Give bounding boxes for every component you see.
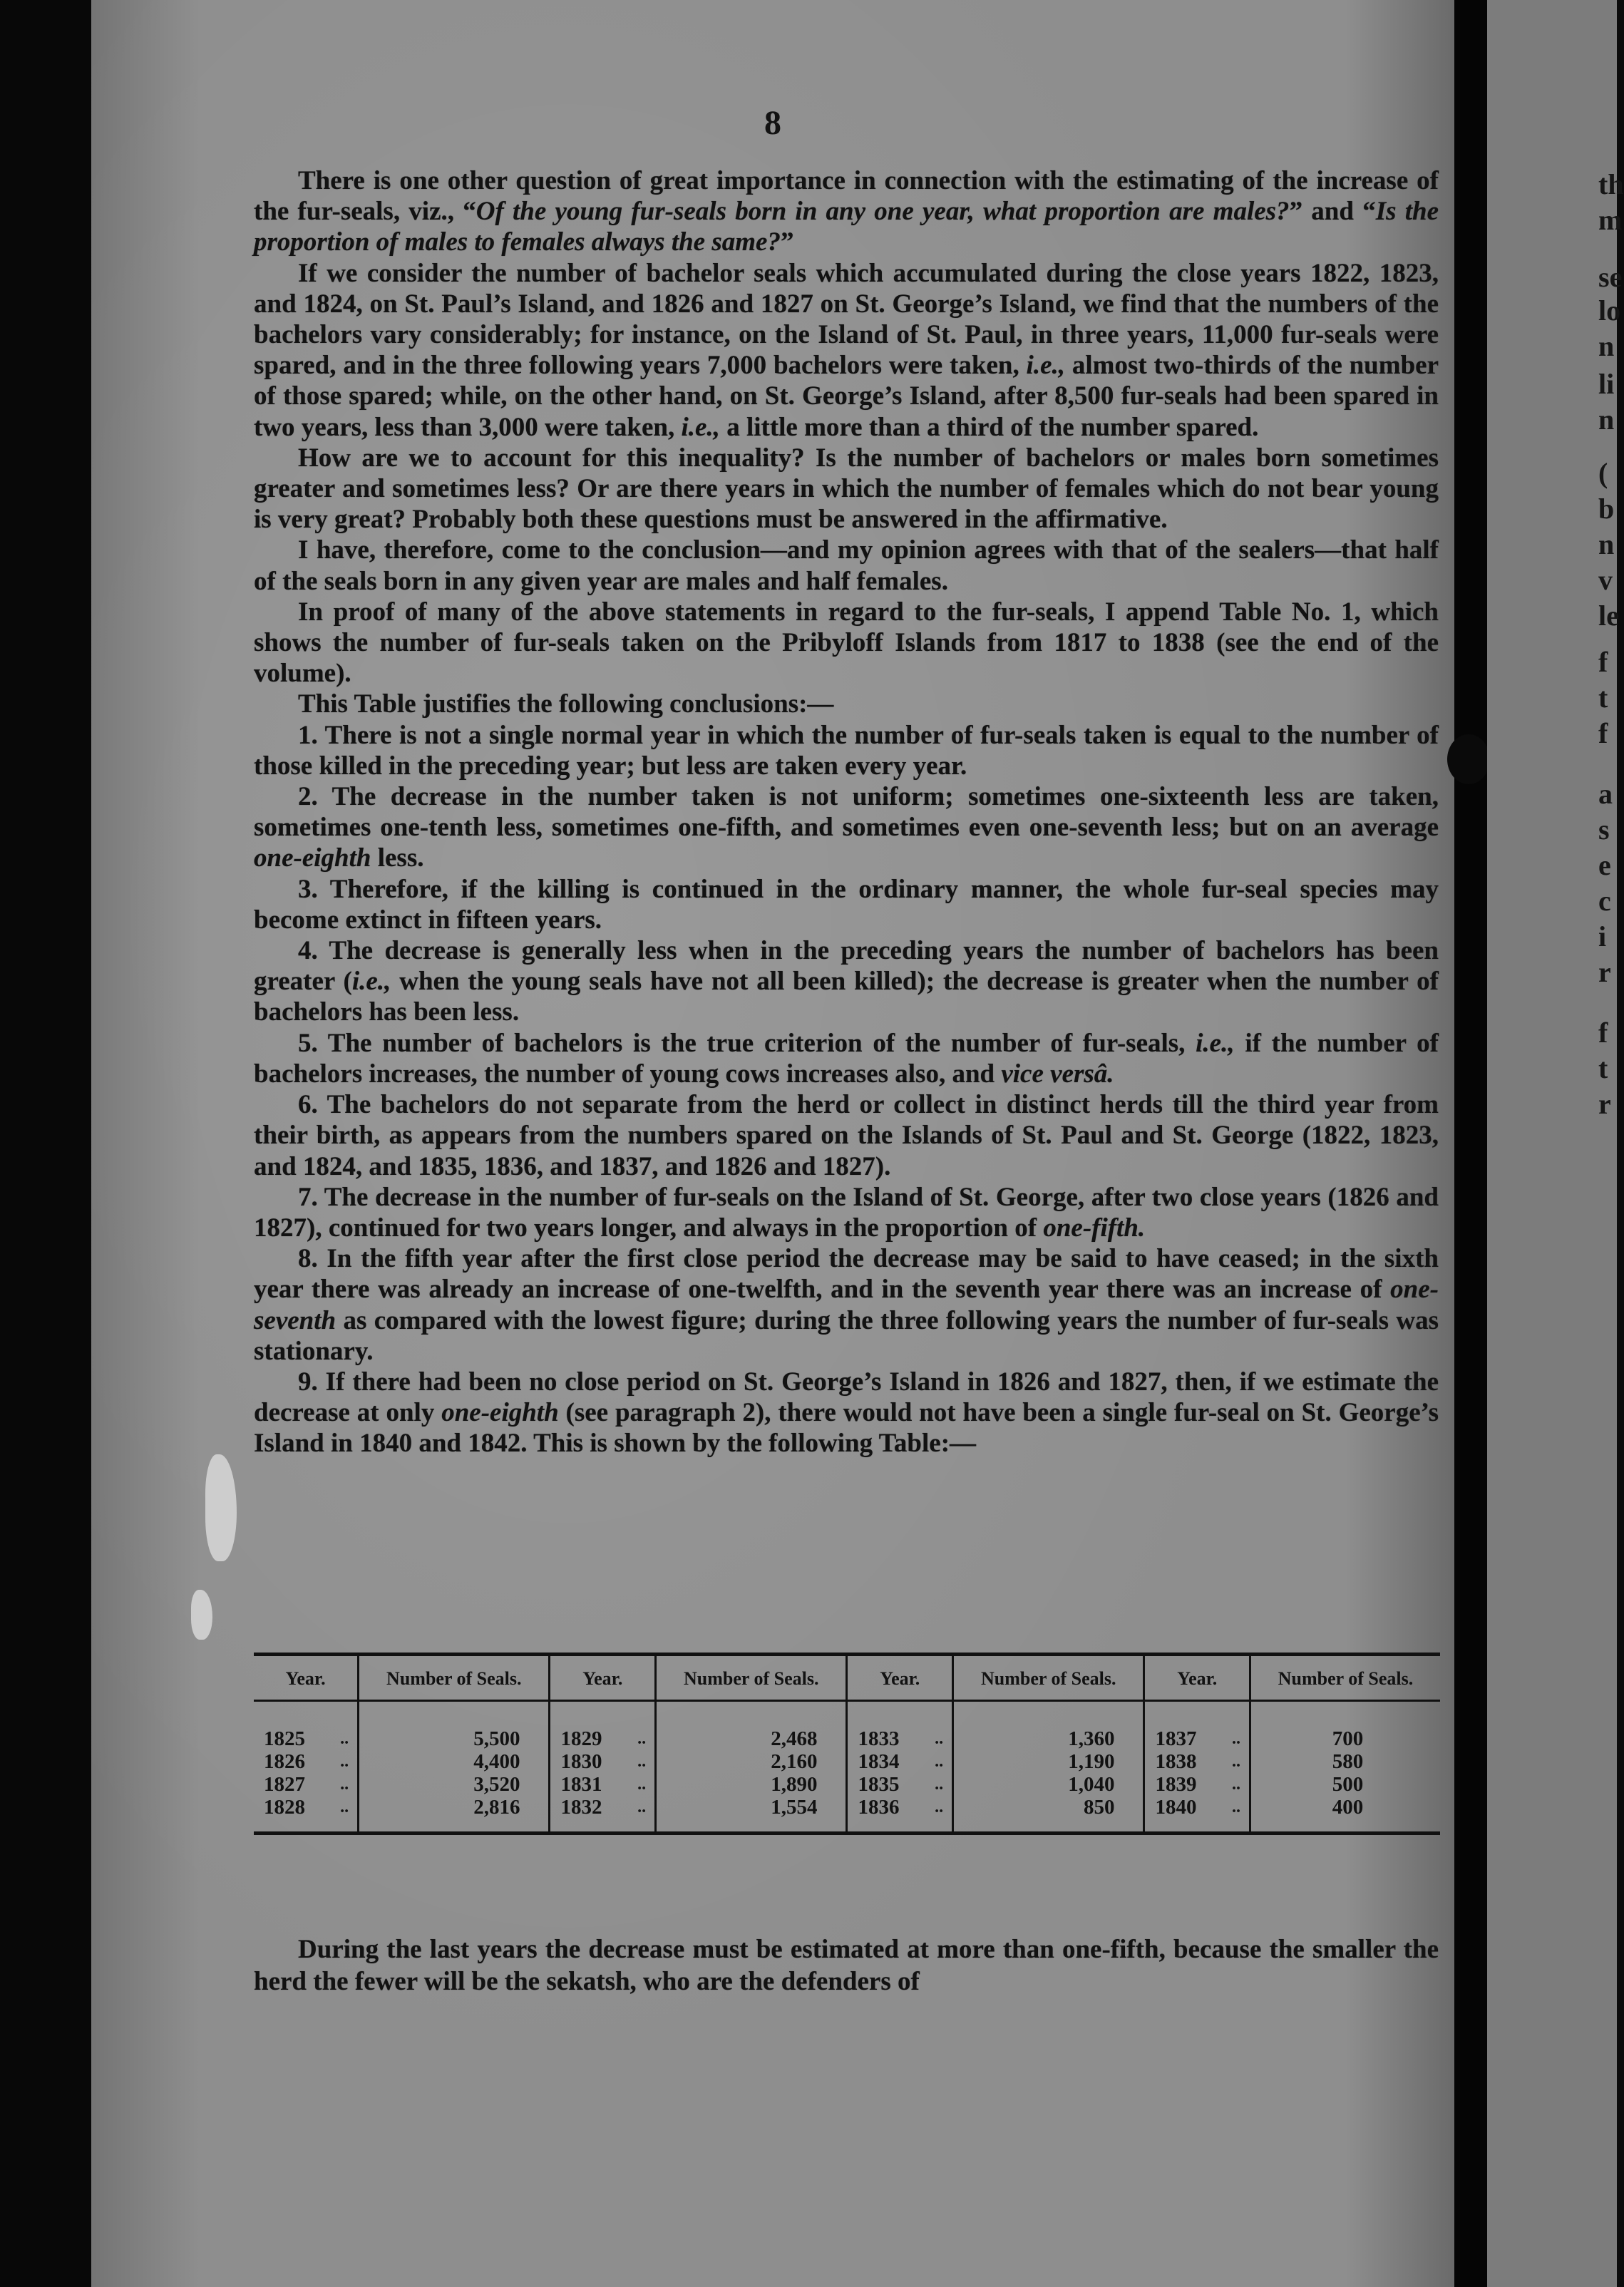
italic-text: one-eighth [254, 843, 371, 873]
adjacent-page-text-fragment: n [1598, 404, 1615, 436]
seal-decrease-table [254, 1653, 1440, 1835]
text-run: This Table justifies the following conclusions:— [298, 689, 834, 719]
number-of-seals-cell: 580 [1332, 1750, 1364, 1773]
adjacent-page-text-fragment: a [1598, 778, 1613, 810]
number-of-seals-cell: 1,190 [953, 1750, 1144, 1773]
year-column-header: Year. [1144, 1655, 1250, 1701]
adjacent-page-text-fragment: c [1598, 885, 1611, 917]
adjacent-page-text-fragment: li [1598, 368, 1615, 400]
adjacent-page-text-fragment: r [1598, 956, 1611, 988]
italic-text: one-seventh [254, 1275, 1439, 1335]
year-cell: 1836 [858, 1796, 900, 1819]
scan-left-border [0, 0, 91, 2287]
italic-text: one-fifth. [1043, 1213, 1146, 1243]
number-of-seals-cell: 1,554 [656, 1796, 847, 1834]
italic-text: i.e., [681, 412, 720, 442]
number-of-seals-cell: 1,890 [656, 1773, 847, 1796]
italic-text: i.e., [1196, 1028, 1235, 1058]
year-cell: 1837 [1155, 1727, 1197, 1750]
leader-dots: .. [923, 1750, 952, 1773]
adjacent-page-edge [1487, 0, 1624, 2287]
page-number: 8 [764, 104, 781, 142]
year-cell: 1832 [560, 1796, 602, 1819]
adjacent-page-text-fragment: s [1598, 813, 1610, 846]
adjacent-page-text-fragment: m [1598, 204, 1623, 236]
book-gutter [1454, 0, 1487, 2287]
adjacent-page-text-fragment: n [1598, 528, 1615, 560]
leader-dots: .. [923, 1796, 952, 1834]
text-run: 4. The decrease is generally less when in the preceding years the number of bachelors has been greater ( [254, 936, 1439, 997]
year-cell: 1826 [264, 1750, 305, 1773]
text-run: I have, therefore, come to the conclusion—and my opinion agrees with that of the sealers—that half of the seals born in any given year are males and half females. [254, 535, 1439, 596]
table-row [254, 1750, 1440, 1773]
year-cell: 1829 [560, 1727, 602, 1750]
year-column-header: Year. [550, 1655, 656, 1701]
italic-text: i.e., [351, 967, 391, 997]
closing-paragraph: During the last years the decrease must be estimated at more than one-fifth, because the smaller the herd the fewer will be the sekatsh, who are the defenders of [254, 1935, 1439, 1996]
year-cell: 1827 [264, 1773, 305, 1796]
italic-text: Of the young fur-seals born in any one year, what proportion are males? [476, 197, 1290, 227]
number-of-seals-column-header: Number of Seals. [953, 1655, 1144, 1701]
number-of-seals-cell: 850 [953, 1796, 1144, 1834]
leader-dots: .. [1220, 1773, 1250, 1796]
document-page [91, 0, 1454, 2287]
leader-dots: .. [1220, 1701, 1250, 1751]
adjacent-page-text-fragment: n [1598, 330, 1615, 362]
table-body [254, 1701, 1440, 1834]
year-cell: 1834 [858, 1750, 900, 1773]
adjacent-page-text-fragment: le [1598, 600, 1619, 632]
paragraph [254, 874, 1439, 935]
leader-dots: .. [625, 1796, 655, 1834]
adjacent-page-text-fragment: t [1598, 682, 1608, 714]
year-cell: 1828 [264, 1796, 305, 1819]
text-run: 6. The bachelors do not separate from the herd or collect in distinct herds till the third year from their birth, as appears from the numbers spared on the Islands of St. Paul and St. George (1822, 1823, and 1824, and 1835, 1836, and 1837, and 1826 and 1827). [254, 1090, 1439, 1181]
paragraph [254, 443, 1439, 535]
text-run: There is one other question of great importance in connection with the estimating of the increase of the fur-seals, viz., “ [254, 166, 1439, 227]
binding-blot [1447, 734, 1490, 784]
year-cell: 1839 [1155, 1773, 1197, 1796]
leader-dots: .. [625, 1750, 655, 1773]
table-row [254, 1701, 1440, 1751]
number-of-seals-cell: 500 [1332, 1773, 1364, 1796]
number-of-seals-cell: 2,160 [656, 1750, 847, 1773]
table-header [254, 1655, 1440, 1701]
number-of-seals-cell: 3,520 [359, 1773, 550, 1796]
text-run: almost two-thirds of the number of those spared; while, on the other hand, on St. George’s Island, after 8,500 fur-seals had been spared in two years, less than 3,000 were taken, [254, 351, 1439, 442]
leader-dots: .. [625, 1701, 655, 1751]
number-of-seals-cell: 1,360 [953, 1701, 1144, 1751]
paragraph [254, 1089, 1439, 1182]
adjacent-page-text-fragment: f [1598, 717, 1608, 749]
number-of-seals-cell: 1,040 [953, 1773, 1144, 1796]
number-of-seals-cell: 2,468 [656, 1701, 847, 1751]
paragraph [254, 1243, 1439, 1367]
adjacent-page-text-fragment: v [1598, 564, 1613, 596]
number-of-seals-cell: 5,500 [359, 1701, 550, 1751]
year-cell: 1833 [858, 1727, 900, 1750]
italic-text: one-eighth [441, 1398, 559, 1428]
year-column-header: Year. [847, 1655, 953, 1701]
adjacent-page-text-fragment: i [1598, 920, 1607, 952]
table-row [254, 1796, 1440, 1834]
number-of-seals-cell: 4,400 [359, 1750, 550, 1773]
table-row [254, 1773, 1440, 1796]
text-run: In proof of many of the above statements in regard to the fur-seals, I append Table No. 1, which shows the number of fur-seals taken on the Pribyloff Islands from 1817 to 1838 (see the end of the volume). [254, 597, 1439, 689]
text-run: as compared with the lowest figure; during the three following years the number of fur-seals was stationary. [254, 1305, 1439, 1366]
paragraph [254, 535, 1439, 596]
paragraph [254, 597, 1439, 689]
adjacent-page-text-fragment: t [1598, 1052, 1608, 1084]
text-run: when the young seals have not all been killed); the decrease is greater when the number of bachelors has been less. [254, 967, 1439, 1027]
number-of-seals-column-header: Number of Seals. [656, 1655, 847, 1701]
text-run: 7. The decrease in the number of fur-seals on the Island of St. George, after two close years (1826 and 1827), continued for two years longer, and always in the proportion of [254, 1182, 1439, 1243]
body-text [254, 165, 1439, 1459]
paragraph [254, 689, 1439, 719]
text-run: 2. The decrease in the number taken is not uniform; sometimes one-sixteenth less are taken, sometimes one-tenth less, sometimes one-fifth, and sometimes even one-seventh less; but on an average [254, 782, 1439, 843]
text-run: 3. Therefore, if the killing is continued in the ordinary manner, the whole fur-seal species may become extinct in fifteen years. [254, 874, 1439, 935]
text-run: 8. In the fifth year after the first close period the decrease may be said to have ceased; in the sixth year there was already an increase of one-twelfth, and in the seventh year there was an increase of [254, 1244, 1439, 1305]
number-of-seals-column-header: Number of Seals. [359, 1655, 550, 1701]
year-cell: 1835 [858, 1773, 900, 1796]
paragraph [254, 165, 1439, 258]
text-run: less. [371, 843, 424, 873]
adjacent-page-text-fragment: ( [1598, 457, 1608, 489]
year-cell: 1830 [560, 1750, 602, 1773]
number-of-seals-cell: 400 [1332, 1796, 1364, 1819]
paragraph [254, 781, 1439, 874]
paragraph [254, 258, 1439, 443]
text-run: If we consider the number of bachelor seals which accumulated during the close years 1822, 1823, and 1824, on St. Paul’s Island, and 1826 and 1827 on St. George’s Island, we find that the numbers of the bachelors vary considerably; for instance, on the Island of St. Paul, in three years, 11,000 fur-seals were spared, and in the three following years 7,000 bachelors were taken, [254, 258, 1439, 381]
closing-text [254, 1933, 1439, 1998]
adjacent-page-text-fragment: b [1598, 493, 1615, 525]
text-run: ” and “ [1289, 197, 1376, 227]
year-cell: 1838 [1155, 1750, 1197, 1773]
number-of-seals-cell: 2,816 [359, 1796, 550, 1834]
leader-dots: .. [328, 1750, 358, 1773]
paragraph [254, 935, 1439, 1028]
paper-damage-spot [205, 1454, 237, 1561]
italic-text: Is the proportion of males to females always the same? [254, 197, 1439, 257]
adjacent-page-text-fragment: th [1598, 168, 1624, 200]
number-of-seals-column-header: Number of Seals. [1278, 1668, 1414, 1689]
adjacent-page-text-fragment: se [1598, 261, 1623, 293]
italic-text: i.e., [1026, 351, 1065, 381]
year-cell: 1831 [560, 1773, 602, 1796]
adjacent-page-text-fragment: lo [1598, 294, 1621, 327]
text-run: a little more than a third of the number spared. [719, 412, 1259, 442]
year-cell: 1840 [1155, 1796, 1197, 1819]
leader-dots: .. [328, 1773, 358, 1796]
leader-dots: .. [923, 1773, 952, 1796]
leader-dots: .. [1220, 1796, 1250, 1834]
text-run: How are we to account for this inequality? Is the number of bachelors or males born sometimes greater and sometimes less? Or are there years in which the number of females which do not bear young is very great? Probably both these questions must be answered in the affirmative. [254, 443, 1439, 535]
leader-dots: .. [328, 1796, 358, 1834]
paragraph [254, 1182, 1439, 1243]
seal-decrease-table-wrapper [254, 1653, 1440, 1835]
paragraph [254, 1367, 1439, 1459]
leader-dots: .. [1220, 1750, 1250, 1773]
number-of-seals-cell: 700 [1332, 1727, 1364, 1750]
adjacent-page-text-fragment: f [1598, 1017, 1608, 1049]
text-run: 9. If there had been no close period on St. George’s Island in 1826 and 1827, then, if we estimate the decrease at only [254, 1367, 1439, 1428]
year-column-header: Year. [254, 1655, 359, 1701]
italic-text: vice versâ. [1001, 1059, 1114, 1089]
text-run: 5. The number of bachelors is the true criterion of the number of fur-seals, [298, 1028, 1196, 1058]
text-run: 1. There is not a single normal year in which the number of fur-seals taken is equal to the number of those killed in the preceding year; but less are taken every year. [254, 720, 1439, 781]
text-run: (see paragraph 2), there would not have been a single fur-seal on St. George’s Island in 1840 and 1842. This is shown by the following Table:— [254, 1398, 1439, 1459]
leader-dots: .. [625, 1773, 655, 1796]
leader-dots: .. [923, 1701, 952, 1751]
adjacent-page-text-fragment: r [1598, 1088, 1611, 1120]
paragraph [254, 720, 1439, 781]
adjacent-page-text-fragment: f [1598, 646, 1608, 678]
paper-damage-spot [191, 1590, 212, 1640]
leader-dots: .. [328, 1701, 358, 1751]
text-run: if the number of bachelors increases, the number of young cows increases also, and [254, 1028, 1439, 1089]
year-cell: 1825 [264, 1727, 305, 1750]
adjacent-page-text-fragment: e [1598, 849, 1611, 881]
paragraph [254, 1028, 1439, 1089]
text-run: ” [780, 227, 794, 257]
